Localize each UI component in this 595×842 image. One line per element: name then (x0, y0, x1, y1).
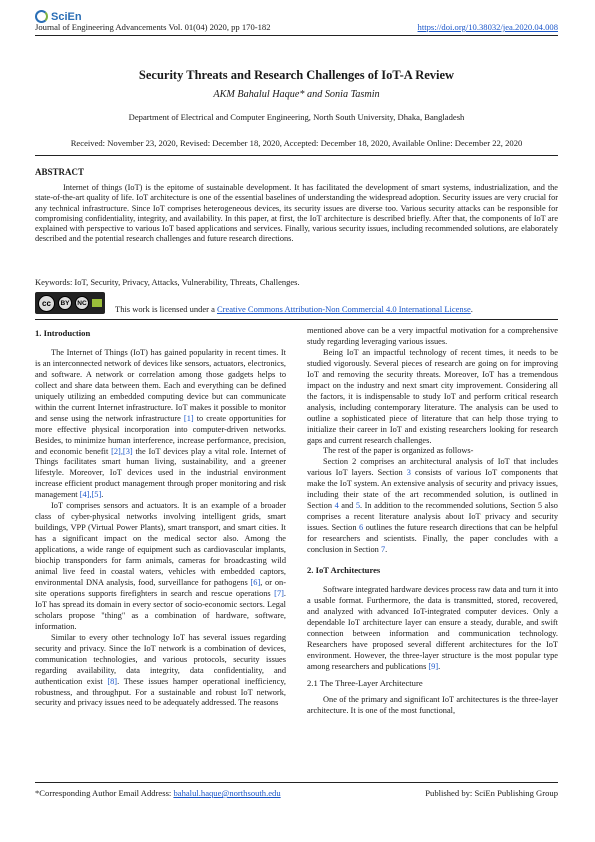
section-link[interactable]: 7 (380, 545, 386, 555)
paragraph: The Internet of Things (IoT) has gained popularity in recent times. It is an interconnected network of devices like sensors, actuators, electronics, and software. A network or correlation among those gadgets helps to collect and share data between them. Each and everything can be defined uniquely utilizing an embedded computing device but can communicate within the current Internet infrastructure. IoT makes it possible to monitor and sense using the network infrastructure [1] to create opportunities for more effective physical incorporation into computer-driven networks. Besides, to minimize human interference, increase performance, precision, and economic benefit [2],[3] the IoT devices play a vital role. Internet of Things facilitates smart human living, sustainability, and a greener lifestyle. Moreover, IoT devices used in the industrial environment increase efficient product management through proper monitoring and risk management [4],[5]. (35, 347, 286, 500)
creative-commons-badge[interactable] (35, 292, 105, 314)
license-prefix: This work is licensed under a (115, 304, 217, 314)
badge-stripe (92, 299, 102, 307)
paragraph: Section 2 comprises an architectural analysis of IoT that includes various IoT layers. Section 3 consists of various IoT components that make the IoT system. An extensive analysis of security and privacy issues, including their state of the art recommended solution, is outlined in Section 4 and 5. In addition to the recommended solutions, Section 5 also comprises a recent literature analysis about IoT privacy and security issues. Section 6 outlines the future research directions that can be helpful for researchers and scientists. Finally, the paper concludes with a conclusion in Section 7. (307, 457, 558, 555)
license-link[interactable]: Creative Commons Attribution-Non Commercial 4.0 International License (216, 304, 471, 314)
section-link[interactable]: 3 (406, 468, 411, 478)
section-link[interactable]: 4 (334, 501, 339, 511)
corresponding-author (35, 788, 281, 798)
license-statement (115, 304, 473, 314)
author-email-link[interactable]: bahalul.haque@northsouth.edu (173, 788, 281, 798)
paragraph: One of the primary and significant IoT architectures is the three-layer architecture. It is one of the most functional, (307, 694, 558, 715)
subsection-heading: 2.1 The Three-Layer Architecture (307, 677, 423, 688)
license-rule (35, 319, 558, 320)
header-rule (35, 35, 558, 36)
license-suffix: . (470, 304, 473, 314)
paragraph: Similar to every other technology IoT has several issues regarding security and privacy. Since the IoT network is a combination of devices, communication technologies, and various protocols, security issues regarding availability, data integrity, data confidentiality, and authentication exist [8]. These issues hamper operational inefficiency, robustness, and throughput. For a sustainable and robust IoT network, security and privacy issues need to be adequately addressed. The reasons (35, 632, 286, 708)
citation-link[interactable]: [7] (274, 588, 284, 598)
abstract-text: Internet of things (IoT) is the epitome of sustainable development. It has facilitated the development of smart systems, industrialization, and the state-of-the-art quality of life. IoT architecture is one of the essential baselines of understanding the widespread adoption. Security issues are very crucial for any technical infrastructure. Since IoT comprises heterogeneous devices, its security issues are diverse too. Various security attacks can be responsible for compromising confidentiality, integrity, and availability. In this paper, at first, the IoT architecture is described briefly. After that, the components of IoT are explained with perspective to various IoT based applications and services. Finally, various security issues, including recommended solutions, are elaborately described and the potential research challenges and future research directions. (35, 183, 558, 244)
paragraph: mentioned above can be a very impactful motivation for a comprehensive study regarding leveraging various issues. (307, 326, 558, 346)
keywords: Keywords: IoT, Security, Privacy, Attacks, Vulnerability, Threats, Challenges. (35, 277, 300, 287)
by-icon: BY (58, 296, 72, 310)
section-heading-iot-architectures: 2. IoT Architectures (307, 565, 381, 576)
license-row (35, 292, 473, 314)
section-heading-introduction: 1. Introduction (35, 328, 91, 338)
paragraph: Software integrated hardware devices process raw data and turn it into a usable format. Furthermore, the data is transmitted, stored, recovered, and analyzed with advanced IoT-integrated computer devices. Only a dependable IoT architecture layer can ensure a steady, durable, and swift connection between information and communication technology. Researchers have proposed several different architectures for the IoT environment. However, the three-layer structure is the most popular type among researchers and publications [9]. (307, 584, 558, 671)
section-link[interactable]: 5 (355, 501, 361, 511)
section-link[interactable]: 6 (358, 523, 364, 533)
doi-link[interactable]: https://doi.org/10.38032/jea.2020.04.008 (417, 22, 558, 32)
abstract-heading: ABSTRACT (35, 167, 85, 177)
footer-label: *Corresponding Author Email Address: (35, 788, 174, 798)
right-column (307, 326, 558, 716)
citation-link[interactable]: [9] (428, 661, 439, 671)
citation-link[interactable]: [6] (250, 577, 261, 587)
publication-dates: Received: November 23, 2020, Revised: December 18, 2020, Accepted: December 18, 2020, Available Online: December 22, 2020 (70, 138, 523, 148)
dates-rule (35, 155, 558, 156)
cc-icon: cc (38, 295, 55, 312)
logo-text: SciEn (51, 10, 82, 23)
paper-authors: AKM Bahalul Haque* and Sonia Tasmin (213, 89, 380, 100)
author-affiliation: Department of Electrical and Computer Engineering, North South University, Dhaka, Bangladesh (128, 112, 465, 122)
nc-icon: NC (75, 296, 89, 310)
left-column (35, 326, 286, 709)
publisher-credit: Published by: SciEn Publishing Group (425, 788, 558, 798)
citation-link[interactable]: [8] (107, 676, 118, 686)
paragraph: IoT comprises sensors and actuators. It is an example of a broader class of cyber-physical networks involving intelligent grids, smart buildings, VPP (Virtual Power Plants), smart transport, and smart cities. It has a significant impact on the medical sector also. Among the applications, a wide range of equipment such as cardiovascular implants, biochip transponders for farm animals, cameras for broadcasting wild animal live feed in coastal waters, vehicles with embedded captors, environmental DNA analysis, food, surveillance for pathogens [6], or on-site operations supports firefighters in search and rescue operations [7]. IoT has spread its domain in every sector of socio-economic sectors. Legal scholars propose "thing" as a combination of hardware, software, information. (35, 501, 286, 631)
citation-link[interactable]: [2],[3] (111, 446, 133, 456)
citation-link[interactable]: [4],[5] (79, 490, 102, 500)
citation-link[interactable]: [1] (183, 413, 194, 423)
footer-rule (35, 782, 558, 783)
paragraph: Being IoT an impactful technology of recent times, it needs to be studied vigorously. Several pieces of research are going on for improving IoT and removing the security threats. Moreover, IoT has a tremendous impact on the industry and next smart city improvement. Considering all the factors, it is indispensable to study IoT and perform critical research analysis, including contemporary literature. The analysis can be used to outline a sophisticated piece of literature that can help those trying to initialize their career in IoT and existing researchers looking for research gaps and current research challenges. (307, 347, 558, 445)
paper-title: Security Threats and Research Challenges of IoT-A Review (138, 68, 455, 82)
paragraph: The rest of the paper is organized as follows- (323, 446, 474, 456)
journal-citation: Journal of Engineering Advancements Vol. 01(04) 2020, pp 170-182 (35, 22, 271, 32)
